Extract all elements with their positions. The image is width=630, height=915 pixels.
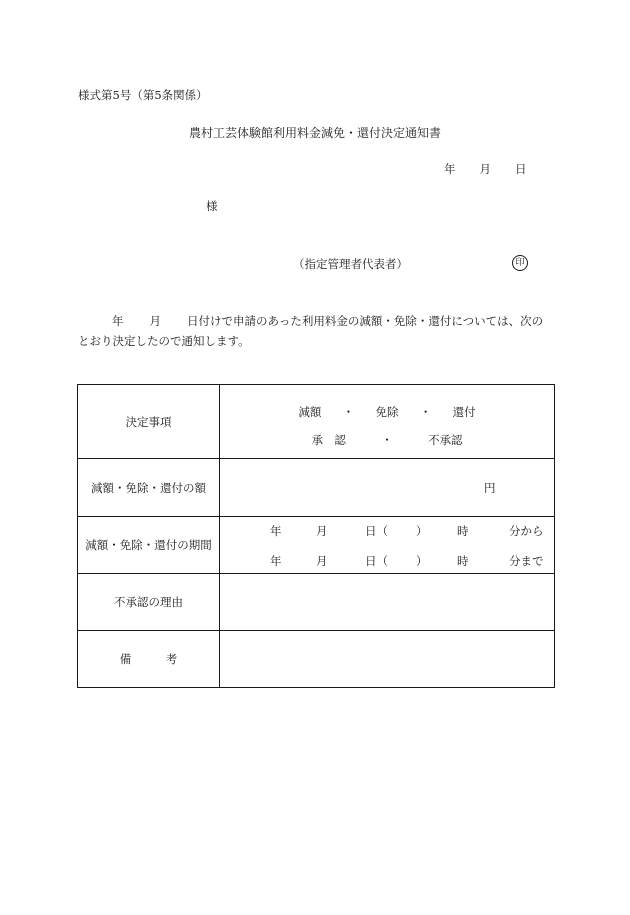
period-to-line [220, 549, 554, 573]
period-close: ） [416, 524, 428, 538]
period-from-line [220, 519, 554, 543]
table-row [78, 631, 555, 688]
period-label: 減額・免除・還付の期間 [78, 517, 220, 574]
option-exemption: 免除 [375, 404, 399, 419]
option-refund: 還付 [452, 404, 476, 419]
table-row [78, 574, 555, 631]
amount-unit: 円 [484, 481, 496, 495]
date-month: 月 [479, 162, 491, 176]
period-year: 年 [270, 554, 282, 568]
body-month: 月 [149, 314, 161, 328]
period-cell [220, 517, 555, 574]
document-title: 農村工芸体験館利用料金減免・還付決定通知書 [188, 126, 441, 140]
amount-label: 減額・免除・還付の額 [78, 459, 220, 517]
separator-dot: ・ [342, 404, 355, 419]
decision-table [77, 384, 555, 688]
addressee-honorific: 様 [206, 199, 218, 213]
rejection-reason-label: 不承認の理由 [78, 574, 220, 631]
date-line [444, 161, 527, 177]
decision-cell [220, 385, 555, 459]
date-day: 日 [515, 162, 527, 176]
period-year: 年 [270, 524, 282, 538]
period-from: 分から [509, 524, 544, 538]
table-row [78, 517, 555, 574]
period-month: 月 [316, 554, 328, 568]
period-hour: 時 [457, 554, 469, 568]
remarks-label: 備 考 [78, 631, 220, 688]
body-year: 年 [112, 314, 124, 328]
option-approve: 承 認 [311, 432, 346, 447]
table-row [78, 385, 555, 459]
rejection-reason-cell [220, 574, 555, 631]
decision-label: 決定事項 [78, 385, 220, 459]
period-to: 分まで [509, 554, 544, 568]
seal-mark: 印 [512, 255, 528, 271]
period-month: 月 [316, 524, 328, 538]
period-hour: 時 [457, 524, 469, 538]
option-reject: 不承認 [428, 432, 463, 447]
table-row [78, 459, 555, 517]
period-day: 日（ [365, 554, 388, 568]
period-day: 日（ [365, 524, 388, 538]
remarks-cell [220, 631, 555, 688]
period-close: ） [416, 554, 428, 568]
separator-dot: ・ [381, 432, 393, 447]
form-number: 様式第5号（第5条関係） [78, 88, 208, 102]
date-year: 年 [444, 162, 456, 176]
issuer-label: （指定管理者代表者） [293, 257, 408, 271]
amount-cell [220, 459, 555, 517]
option-reduction: 減額 [298, 404, 322, 419]
body-line2: とおり決定したので通知します。 [78, 334, 250, 348]
body-text [78, 311, 558, 351]
body-line1: 日付けで申請のあった利用料金の減額・免除・還付については、次の [187, 314, 544, 328]
separator-dot: ・ [419, 404, 432, 419]
